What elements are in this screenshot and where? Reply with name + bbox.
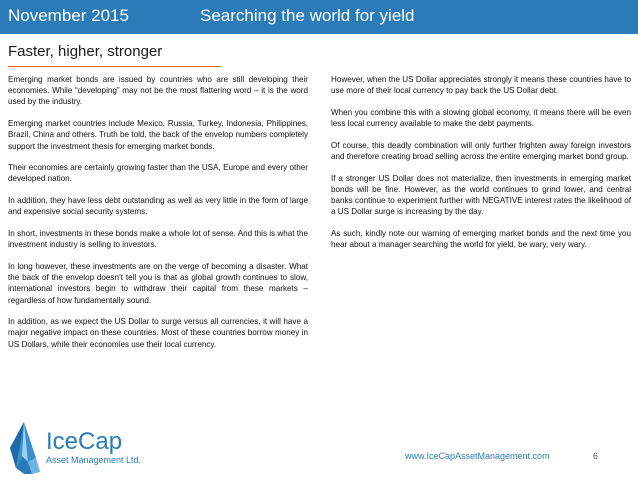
paragraph: Their economies are certainly growing faster than the USA, Europe and every other developed nation. bbox=[8, 163, 308, 184]
footer-website-link[interactable]: www.IceCapAssetManagement.com bbox=[405, 451, 550, 461]
company-logo bbox=[6, 418, 166, 476]
paragraph: In addition, they have less debt outstanding as well as very little in the form of large and expensive social security systems. bbox=[8, 196, 308, 217]
paragraph: However, when the US Dollar appreciates strongly it means these countries have to use more of their local currency to pay back the US Dollar debt. bbox=[331, 75, 631, 96]
slide-header bbox=[0, 0, 638, 34]
header-date: November 2015 bbox=[8, 6, 129, 25]
paragraph: In addition, as we expect the US Dollar to surge versus all currencies, it will have a major negative impact on these countries. Most of these countries borrow money in US Dollars, while their economies use their local currency. bbox=[8, 317, 308, 349]
left-text-column bbox=[8, 74, 308, 360]
section-subheading: Faster, higher, stronger bbox=[8, 43, 163, 60]
paragraph: When you combine this with a slowing global economy, it means there will be even less local currency available to make the debt payments. bbox=[331, 107, 631, 129]
paragraph: If a stronger US Dollar does not materialize, then investments in emerging market bonds will be fine. However, as the world continues to grind lower, and central banks continue to experiment further with NEGATIVE interest rates the likelihood of a US Dollar surge is increasing by the day. bbox=[331, 173, 631, 217]
paragraph: Emerging market countries include Mexico, Russia, Turkey, Indonesia, Philippines, Brazil, China and others. Truth be told, the back of the envelop numbers completely support the investment thesis for emerging market bonds. bbox=[8, 119, 308, 151]
paragraph: Emerging market bonds are issued by countries who are still developing their economies. While “developing” may not be the most flattering word – it is the word used by the industry. bbox=[8, 75, 308, 107]
right-text-column bbox=[331, 74, 631, 261]
paragraph: In long however, these investments are on the verge of becoming a disaster. What the back of the envelop doesn’t tell you is that as global growth continues to slow, international investors begin to withdraw their capital from these markets – regardless of how fundamentally sound. bbox=[8, 261, 308, 305]
subheading-divider bbox=[8, 66, 221, 67]
header-title: Searching the world for yield bbox=[200, 6, 415, 25]
page-number: 6 bbox=[593, 451, 599, 461]
paragraph: As such, kindly note our warning of emerging market bonds and the next time you hear about a manager searching the world for yield, be wary, very wary. bbox=[331, 229, 631, 250]
paragraph: In short, investments in these bonds make a whole lot of sense. And this is what the investment industry is selling to investors. bbox=[8, 229, 308, 250]
paragraph: Of course, this deadly combination will only further frighten away foreign investors and therefore creating broad selling across the entire emerging market bond group. bbox=[331, 140, 631, 162]
logo-wordmark: IceCap bbox=[46, 428, 123, 455]
iceberg-icon bbox=[6, 418, 166, 476]
logo-tagline: Asset Management Ltd. bbox=[46, 455, 142, 465]
